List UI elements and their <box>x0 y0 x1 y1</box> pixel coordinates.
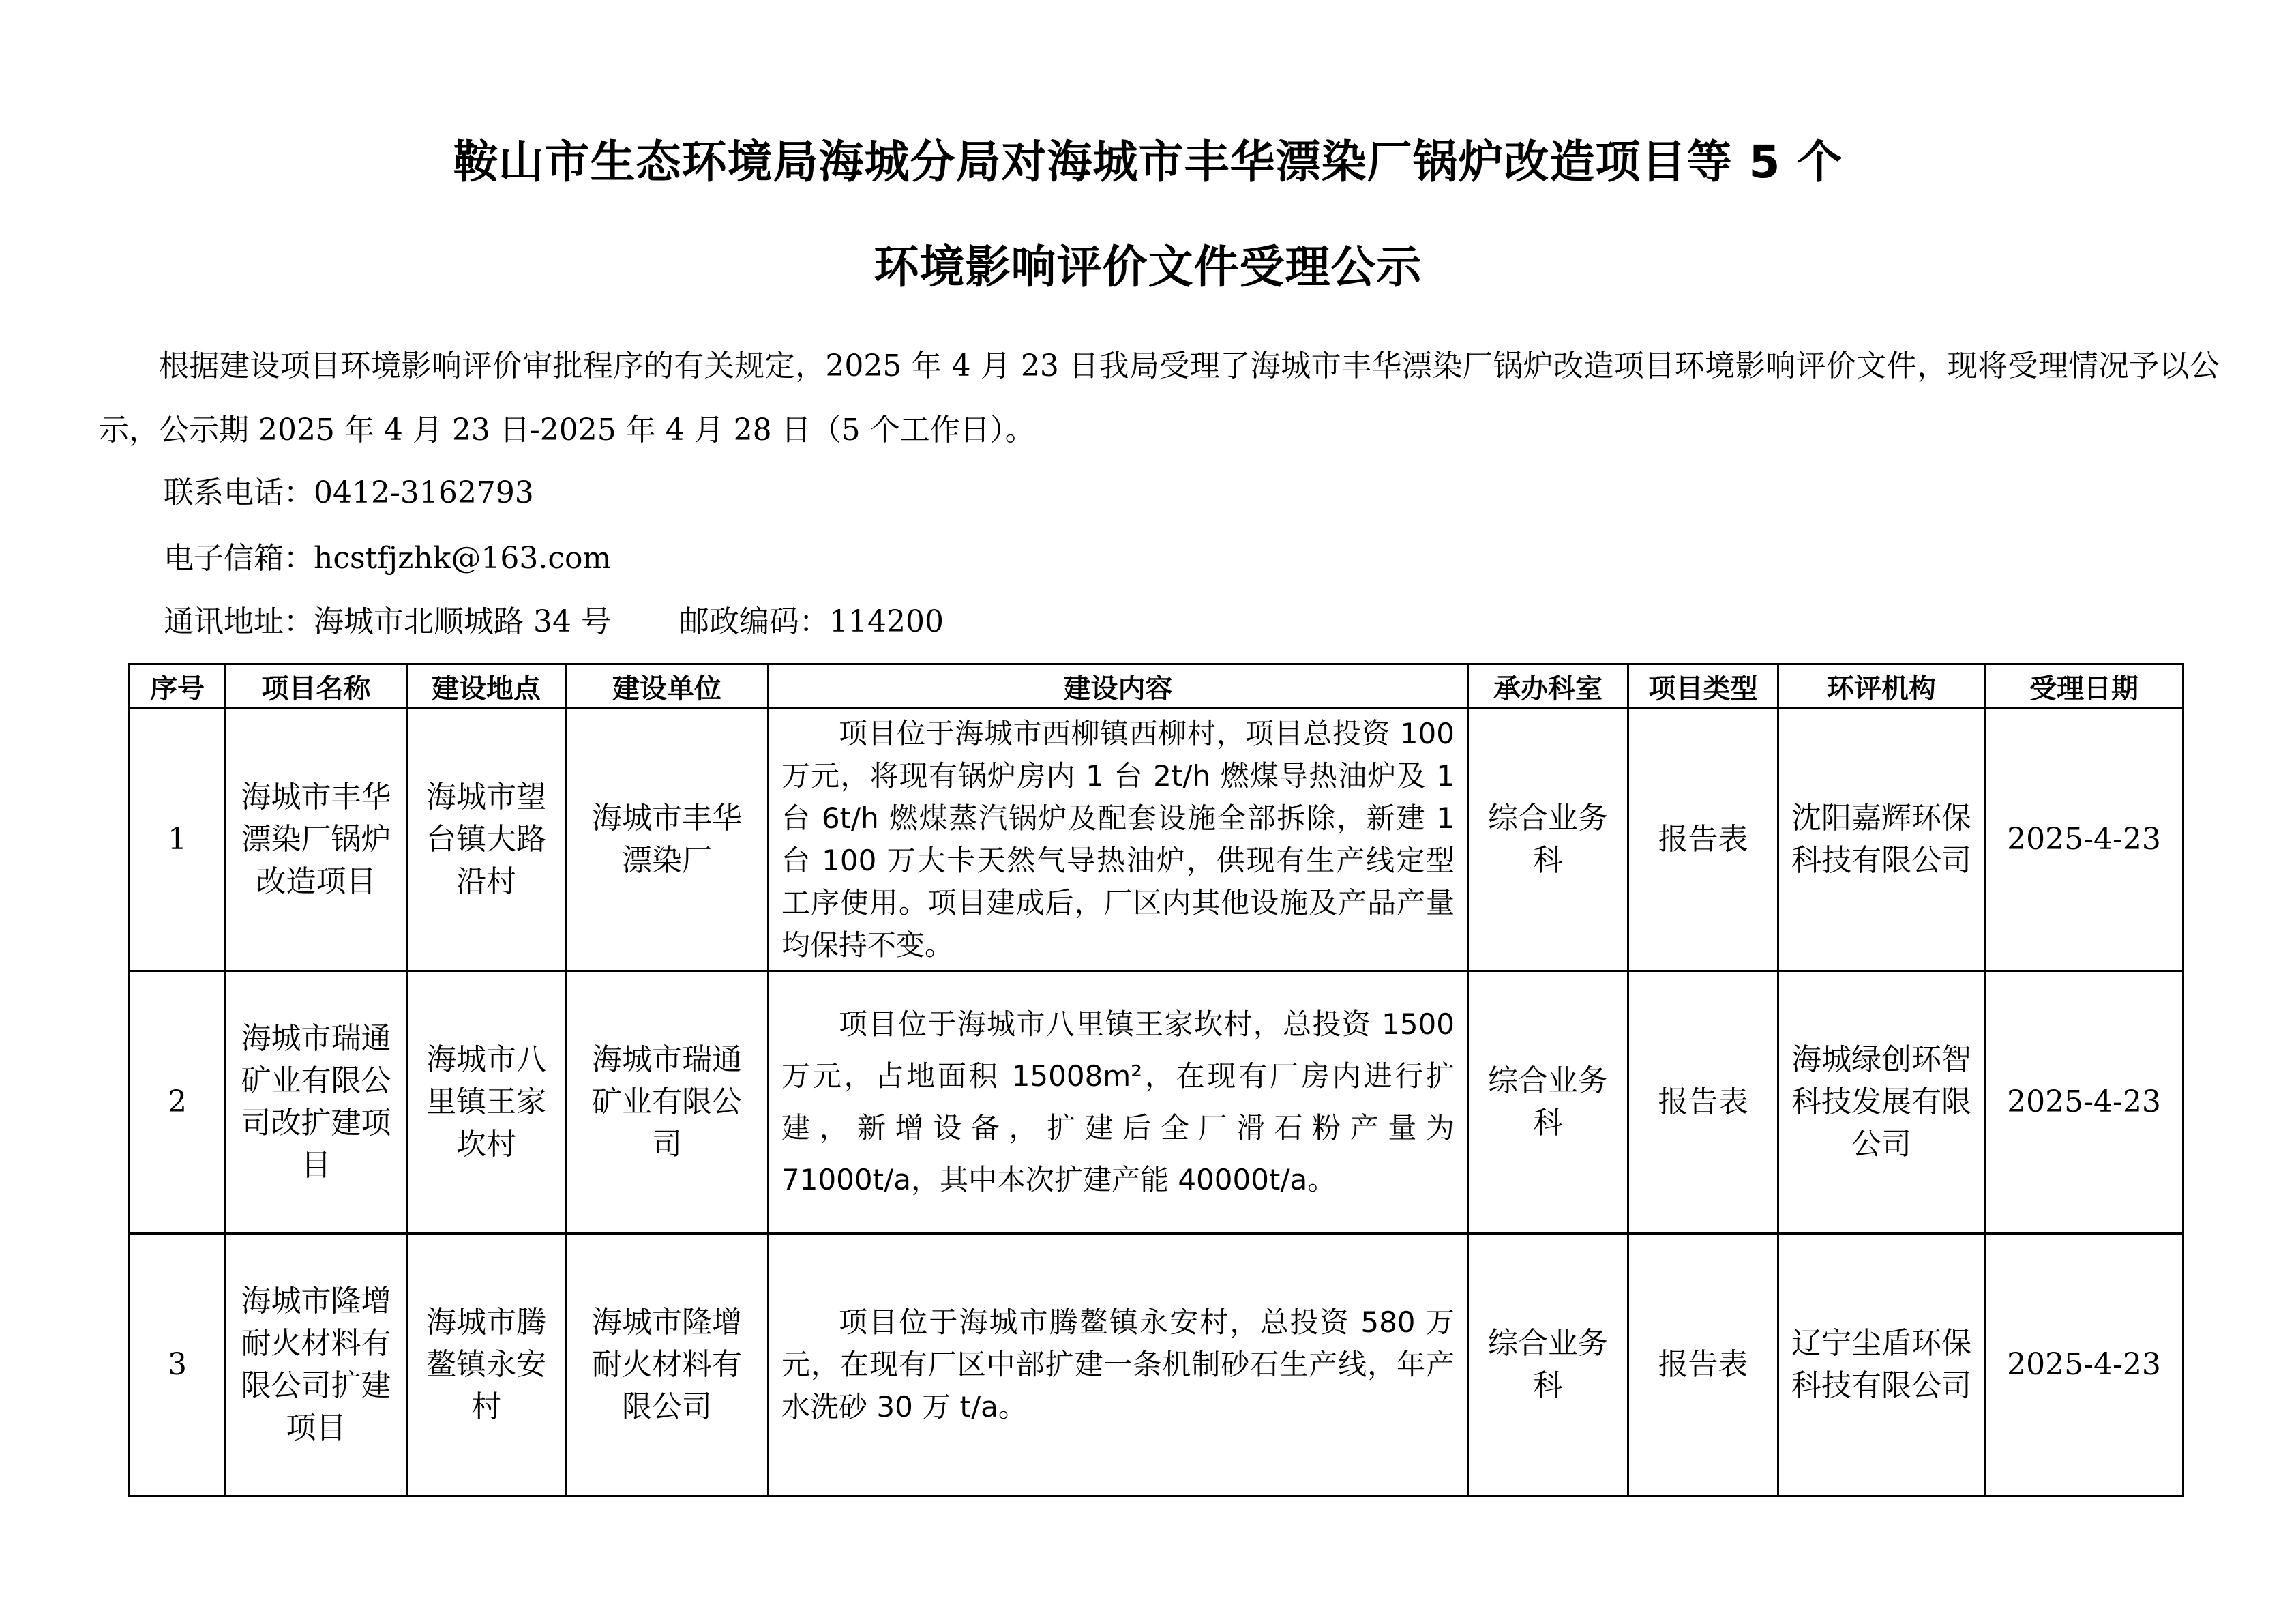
cell-agency: 辽宁尘盾环保科技有限公司 <box>1778 1234 1985 1496</box>
cell-location: 海城市八里镇王家坎村 <box>407 971 566 1234</box>
header-unit: 建设单位 <box>566 664 769 709</box>
cell-seq: 2 <box>130 971 226 1234</box>
intro-paragraph: 根据建设项目环境影响评价审批程序的有关规定，2025 年 4 月 23 日我局受理了海城市丰华漂染厂锅炉改造项目环境影响评价文件，现将受理情况予以公示，公示期 2025 年 4 月 23 日-2025 年 4 月 28 日（5 个工作日）。 <box>99 349 2220 447</box>
header-department: 承办科室 <box>1468 664 1628 709</box>
cell-content: 项目位于海城市腾鳌镇永安村，总投资 580 万元，在现有厂区中部扩建一条机制砂石生产线，年产水洗砂 30 万 t/a。 <box>769 1234 1468 1496</box>
header-seq: 序号 <box>130 664 226 709</box>
cell-date: 2025-4-23 <box>1985 1234 2183 1496</box>
header-content: 建设内容 <box>769 664 1468 709</box>
header-date: 受理日期 <box>1985 664 2183 709</box>
cell-project-name: 海城市隆增耐火材料有限公司扩建项目 <box>226 1234 407 1496</box>
cell-type: 报告表 <box>1628 971 1778 1234</box>
cell-type: 报告表 <box>1628 1234 1778 1496</box>
table-row <box>130 971 2183 1234</box>
project-table <box>128 663 2184 1497</box>
cell-unit: 海城市隆增耐火材料有限公司 <box>566 1234 769 1496</box>
table-row <box>130 1234 2183 1496</box>
cell-seq: 3 <box>130 1234 226 1496</box>
contact-address: 通讯地址：海城市北顺城路 34 号 <box>164 604 611 639</box>
table-header-row <box>130 664 2183 709</box>
cell-location: 海城市望台镇大路沿村 <box>407 709 566 971</box>
header-project-name: 项目名称 <box>226 664 407 709</box>
contact-phone: 联系电话：0412-3162793 <box>164 475 534 510</box>
contact-email: 电子信箱：hcstfjzhk@163.com <box>164 541 612 576</box>
cell-type: 报告表 <box>1628 709 1778 971</box>
contact-address-line <box>164 602 944 643</box>
cell-project-name: 海城市丰华漂染厂锅炉改造项目 <box>226 709 407 971</box>
cell-date: 2025-4-23 <box>1985 971 2183 1234</box>
cell-unit: 海城市瑞通矿业有限公司 <box>566 971 769 1234</box>
header-type: 项目类型 <box>1628 664 1778 709</box>
cell-location: 海城市腾鳌镇永安村 <box>407 1234 566 1496</box>
header-location: 建设地点 <box>407 664 566 709</box>
cell-unit: 海城市丰华漂染厂 <box>566 709 769 971</box>
table-row <box>130 709 2183 971</box>
cell-agency: 海城绿创环智科技发展有限公司 <box>1778 971 1985 1234</box>
cell-content: 项目位于海城市八里镇王家坎村，总投资 1500 万元，占地面积 15008m²，在现有厂房内进行扩建，新增设备，扩建后全厂滑石粉产量为 71000t/a，其中本次扩建产能 40000t/a。 <box>769 971 1468 1234</box>
document-title-line-1: 鞍山市生态环境局海城分局对海城市丰华漂染厂锅炉改造项目等 5 个 <box>453 136 1843 188</box>
contact-postcode: 邮政编码：114200 <box>679 604 944 639</box>
cell-department: 综合业务科 <box>1468 709 1628 971</box>
cell-content: 项目位于海城市西柳镇西柳村，项目总投资 100 万元，将现有锅炉房内 1 台 2t/h 燃煤导热油炉及 1 台 6t/h 燃煤蒸汽锅炉及配套设施全部拆除，新建 1 台 100 万大卡天然气导热油炉，供现有生产线定型工序使用。项目建成后，厂区内其他设施及产品产量均保持不变。 <box>769 709 1468 971</box>
cell-department: 综合业务科 <box>1468 971 1628 1234</box>
document-title-line-2: 环境影响评价文件受理公示 <box>874 241 1422 293</box>
header-agency: 环评机构 <box>1778 664 1985 709</box>
cell-seq: 1 <box>130 709 226 971</box>
cell-project-name: 海城市瑞通矿业有限公司改扩建项目 <box>226 971 407 1234</box>
cell-department: 综合业务科 <box>1468 1234 1628 1496</box>
cell-date: 2025-4-23 <box>1985 709 2183 971</box>
cell-agency: 沈阳嘉辉环保科技有限公司 <box>1778 709 1985 971</box>
